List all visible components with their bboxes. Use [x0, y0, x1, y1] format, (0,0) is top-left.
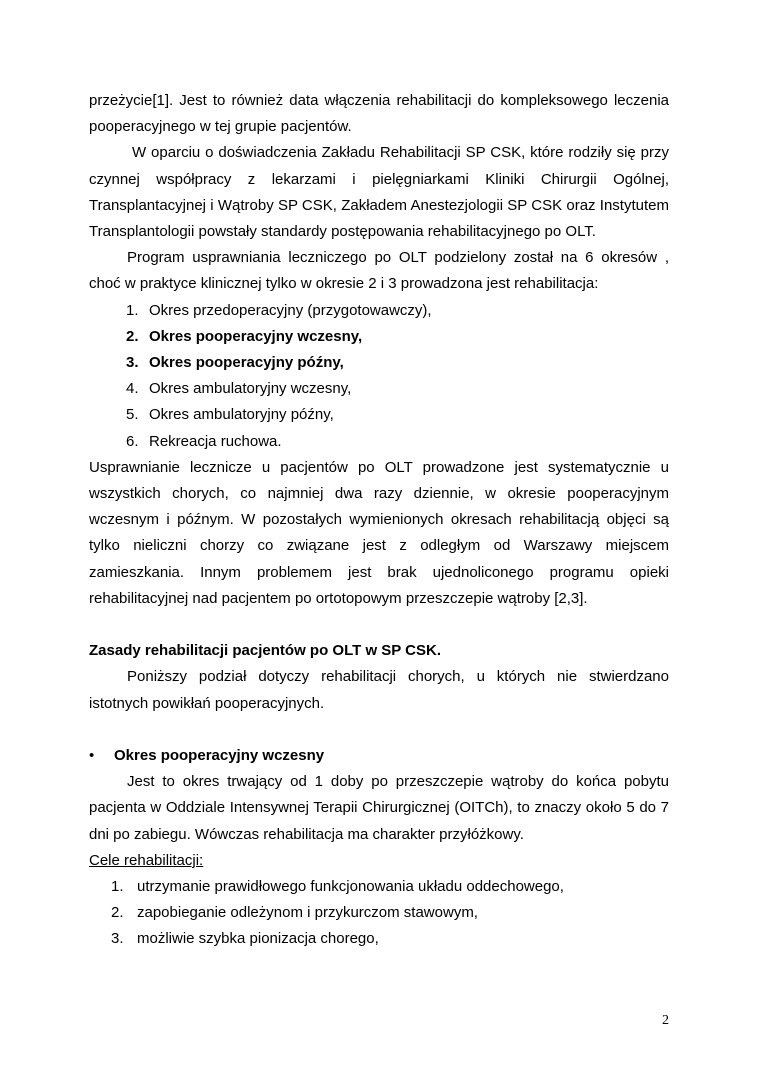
goals-list [89, 874, 669, 953]
bullet-heading: • Okres pooperacyjny wczesny [89, 743, 669, 769]
paragraph-intro: przeżycie[1]. Jest to również data włączenia rehabilitacji do kompleksowego leczenia pooperacyjnego w tej grupie pacjentów. [89, 92, 669, 136]
paragraph-rehab: Usprawnianie lecznicze u pacjentów po OLT prowadzone jest systematycznie u wszystkich chorych, co najmniej dwa razy dziennie, w okresie pooperacyjnym wczesnym i późnym. W pozostałych wymienionych okresach rehabilitacją objęci są tylko nieliczni chorzy co związane jest z odległym od Warszawy miejscem zamieszkania. Innym problemem jest brak ujednoliconego programu opieki rehabilitacyjnej nad pacjentem po ortotopowym przeszczepie wątroby [2,3]. [89, 458, 669, 607]
bullet-icon: • [89, 747, 95, 765]
list-item: 1. Okres przedoperacyjny (przygotowawczy), [126, 301, 432, 319]
list-item: 4. Okres ambulatoryjny wczesny, [126, 380, 352, 398]
list-item: 3. Okres pooperacyjny późny, [126, 354, 344, 372]
list-item: 6. Rekreacja ruchowa. [126, 432, 282, 450]
paragraph-division: Poniższy podział dotyczy rehabilitacji chorych, u których nie stwierdzano istotnych powikłań pooperacyjnych. [89, 668, 669, 712]
list-item: 5. Okres ambulatoryjny późny, [126, 406, 334, 424]
list-item: 1. utrzymanie prawidłowego funkcjonowania układu oddechowego, [111, 878, 564, 896]
paragraph-program: Program usprawniania leczniczego po OLT podzielony został na 6 okresów , choć w praktyce klinicznej tylko w okresie 2 i 3 prowadzona jest rehabilitacja: [89, 249, 669, 293]
goals-label: Cele rehabilitacji: [89, 851, 204, 869]
document-page [89, 88, 669, 953]
section-heading: Zasady rehabilitacji pacjentów po OLT w SP CSK. [89, 642, 442, 660]
page-number: 2 [662, 1013, 669, 1028]
paragraph-standards: W oparciu o doświadczenia Zakładu Rehabilitacji SP CSK, które rodziły się przy czynnej współpracy z lekarzami i pielęgniarkami Kliniki Chirurgii Ogólnej, Transplantacyjnej i Wątroby SP CSK, Zakładem Anestezjologii SP CSK oraz Instytutem Transplantologii powstały standardy postępowania rehabilitacyjnego po OLT. [89, 144, 669, 241]
list-item: 2. Okres pooperacyjny wczesny, [126, 327, 363, 345]
list-item: 2. zapobieganie odleżynom i przykurczom stawowym, [111, 904, 478, 922]
periods-list [89, 298, 669, 455]
list-item: 3. możliwie szybka pionizacja chorego, [111, 930, 379, 948]
paragraph-early-period: Jest to okres trwający od 1 doby po przeszczepie wątroby do końca pobytu pacjenta w Oddziale Intensywnej Terapii Chirurgicznej (OITCh), to znaczy około 5 do 7 dni po zabiegu. Wówczas rehabilitacja ma charakter przyłóżkowy. [89, 773, 669, 843]
